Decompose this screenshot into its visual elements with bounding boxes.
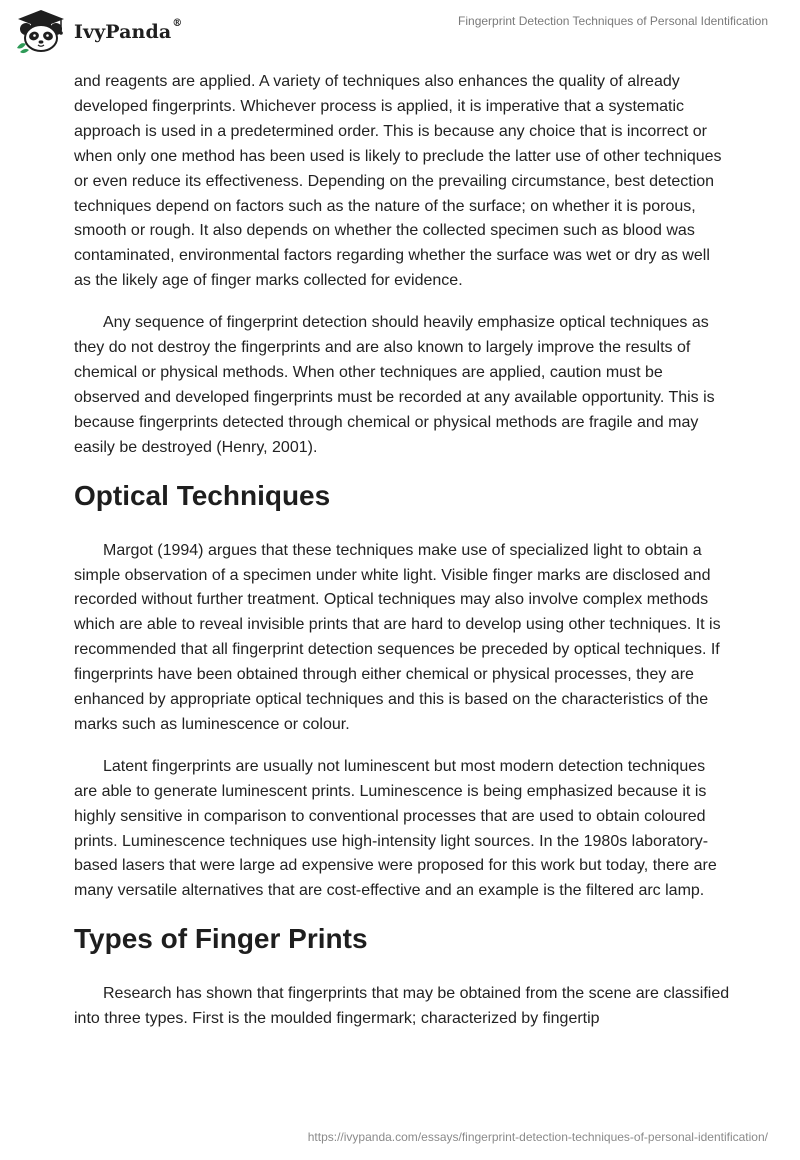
document-title: Fingerprint Detection Techniques of Personal Identification [458,14,768,28]
paragraph-1: and reagents are applied. A variety of techniques also enhances the quality of already developed fingerprints. Whichever process is applied, it is imperative that a systematic approach is used in a predetermined order. This is because any choice that is incorrect or when only one method has been used is likely to preclude the latter use of other techniques or even reduce its effectiveness. Depending on the prevailing circumstance, best detection techniques depend on factors such as the nature of the surface; on whether it is porous, smooth or rough. It also depends on whether the collected specimen such as blood was contaminated, environmental factors regarding whether the surface was wet or dry as well as the likely age of finger marks collected for evidence. [74,73,722,290]
page-header [0,0,800,64]
brand-logo[interactable] [14,8,182,54]
brand-name [74,18,183,43]
brand-name-text: IvyPanda [74,21,172,43]
paragraph-2: Any sequence of fingerprint detection should heavily emphasize optical techniques as they do not destroy the fingerprints and are also known to largely improve the results of chemical or physical methods. When other techniques are applied, caution must be observed and developed fingerprints must be recorded at any available opportunity. This is because fingerprints detected through chemical or physical methods are fragile and may easily be destroyed (Henry, 2001). [74,314,715,456]
essay-content [74,70,730,1049]
source-url[interactable]: https://ivypanda.com/essays/fingerprint-detection-techniques-of-personal-identification/ [307,1130,768,1144]
registered-mark: ® [172,18,183,29]
heading-optical-techniques: Optical Techniques [74,479,331,511]
paragraph-4: Latent fingerprints are usually not luminescent but most modern detection techniques are able to generate luminescent prints. Luminescence is being emphasized because it is highly sensitive in comparison to conventional processes that are used to obtain coloured prints. Luminescence techniques use high-intensity light sources. In the 1980s laboratory-based lasers that were large ad expensive were proposed for this work but today, there are many versatile alternatives that are cost-effective and an example is the filtered arc lamp. [74,757,717,900]
paragraph-3: Margot (1994) argues that these techniques make use of specialized light to obtain a simple observation of a specimen under white light. Visible finger marks are disclosed and recorded without further treatment. Optical techniques may also involve complex methods which are able to reveal invisible prints that are hard to develop using other techniques. It is recommended that all fingerprint detection sequences be preceded by optical techniques. If fingerprints have been obtained through either chemical or physical processes, they are enhanced by appropriate optical techniques and this is based on the characteristics of the marks such as luminescence or colour. [74,541,721,733]
paragraph-5: Research has shown that fingerprints that may be obtained from the scene are classified into three types. First is the moulded fingermark; characterized by fingertip [74,985,730,1028]
panda-graduate-icon [14,8,68,54]
heading-types-of-finger-prints: Types of Finger Prints [74,923,368,955]
